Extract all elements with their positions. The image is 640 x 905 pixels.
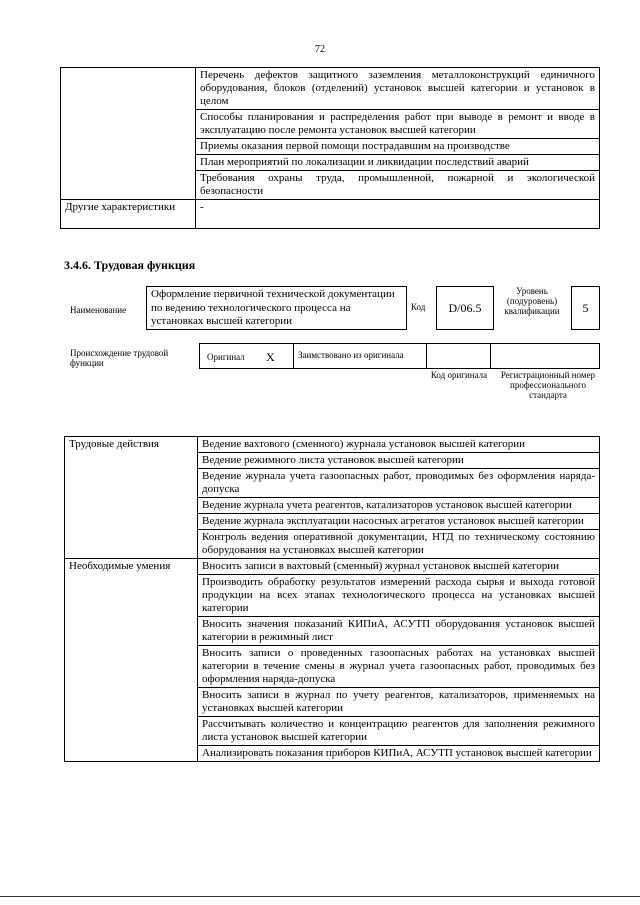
table-row: Вносить записи в вахтовый (сменный) журнал установок высшей категории [198,559,600,575]
function-code: D/06.5 [436,286,494,330]
knowledge-table [60,67,600,229]
table-row: Ведение журнала учета газоопасных работ, проводимых без оформления наряда-допуска [198,469,600,498]
table-row: Ведение журнала учета реагентов, катализаторов установок высшей категории [198,498,600,514]
original-code-caption: Код оригинала [430,370,488,380]
registration-number-cell [490,343,600,369]
section-heading: 3.4.6. Трудовая функция [64,258,196,272]
function-name: Оформление первичной технической документации по ведению технологического процесса на установках высшей категории [146,286,407,330]
name-label: Наименование [70,305,127,315]
other-characteristics-label: Другие характеристики [61,200,196,229]
code-label: Код [411,302,426,312]
original-code-cell [426,343,491,369]
table-row: Требования охраны труда, промышленной, пожарной и экологической безопасности [196,171,600,200]
table-row: Вносить записи в журнал по учету реагентов, катализаторов, применяемых на установках высшей категории [198,688,600,717]
table-row: Вносить записи о проведенных газоопасных работах на установках высшей категории в течение смены в журнал учета газоопасных работ, проводимых без оформления наряда-допуска [198,646,600,688]
labor-actions-label: Трудовые действия [65,437,198,559]
original-label: Оригинал [207,352,245,362]
page-number: 72 [315,44,325,55]
table-row: Анализировать показания приборов КИПиА, АСУТП установок высшей категории [198,746,600,762]
borrowed-label: Заимствовано из оригинала [298,350,404,360]
qualification-level: 5 [571,286,600,330]
table-row: Перечень дефектов защитного заземления металлоконструкций единичного оборудования, блоков (отделений) установок высшей категории и установок в целом [196,68,600,110]
table-row: План мероприятий по локализации и ликвидации последствий аварий [196,155,600,171]
labor-function-table [64,436,600,762]
original-mark: X [266,350,275,364]
table-row: Контроль ведения оперативной документации, НТД по техническому состоянию оборудования на установках высшей категории [198,530,600,559]
table-row: Способы планирования и распределения работ при выводе в ремонт и вводе в эксплуатацию после ремонта установок высшей категории [196,110,600,139]
registration-number-caption: Регистрационный номер профессионального стандарта [500,370,596,400]
table-row: Приемы оказания первой помощи пострадавшим на производстве [196,139,600,155]
other-characteristics-value: - [196,200,600,229]
origin-label: Происхождение трудовой функции [70,348,169,368]
knowledge-label-cell [61,68,196,200]
required-skills-label: Необходимые умения [65,559,198,762]
level-label: Уровень (подуровень) квалификации [504,286,560,316]
table-row: Производить обработку результатов измерений расхода сырья и выхода готовой продукции на всех этапах технологического процесса на установках высшей категории [198,575,600,617]
borrowed-cell [293,343,427,369]
original-cell [199,343,294,369]
table-row: Ведение журнала эксплуатации насосных агрегатов установок высшей категории [198,514,600,530]
page-bottom-edge [0,896,640,897]
table-row: Ведение вахтового (сменного) журнала установок высшей категории [198,437,600,453]
table-row: Вносить значения показаний КИПиА, АСУТП оборудования установок высшей категории в режимный лист [198,617,600,646]
table-row: Рассчитывать количество и концентрацию реагентов для заполнения режимного листа установок высшей категории [198,717,600,746]
table-row: Ведение режимного листа установок высшей категории [198,453,600,469]
